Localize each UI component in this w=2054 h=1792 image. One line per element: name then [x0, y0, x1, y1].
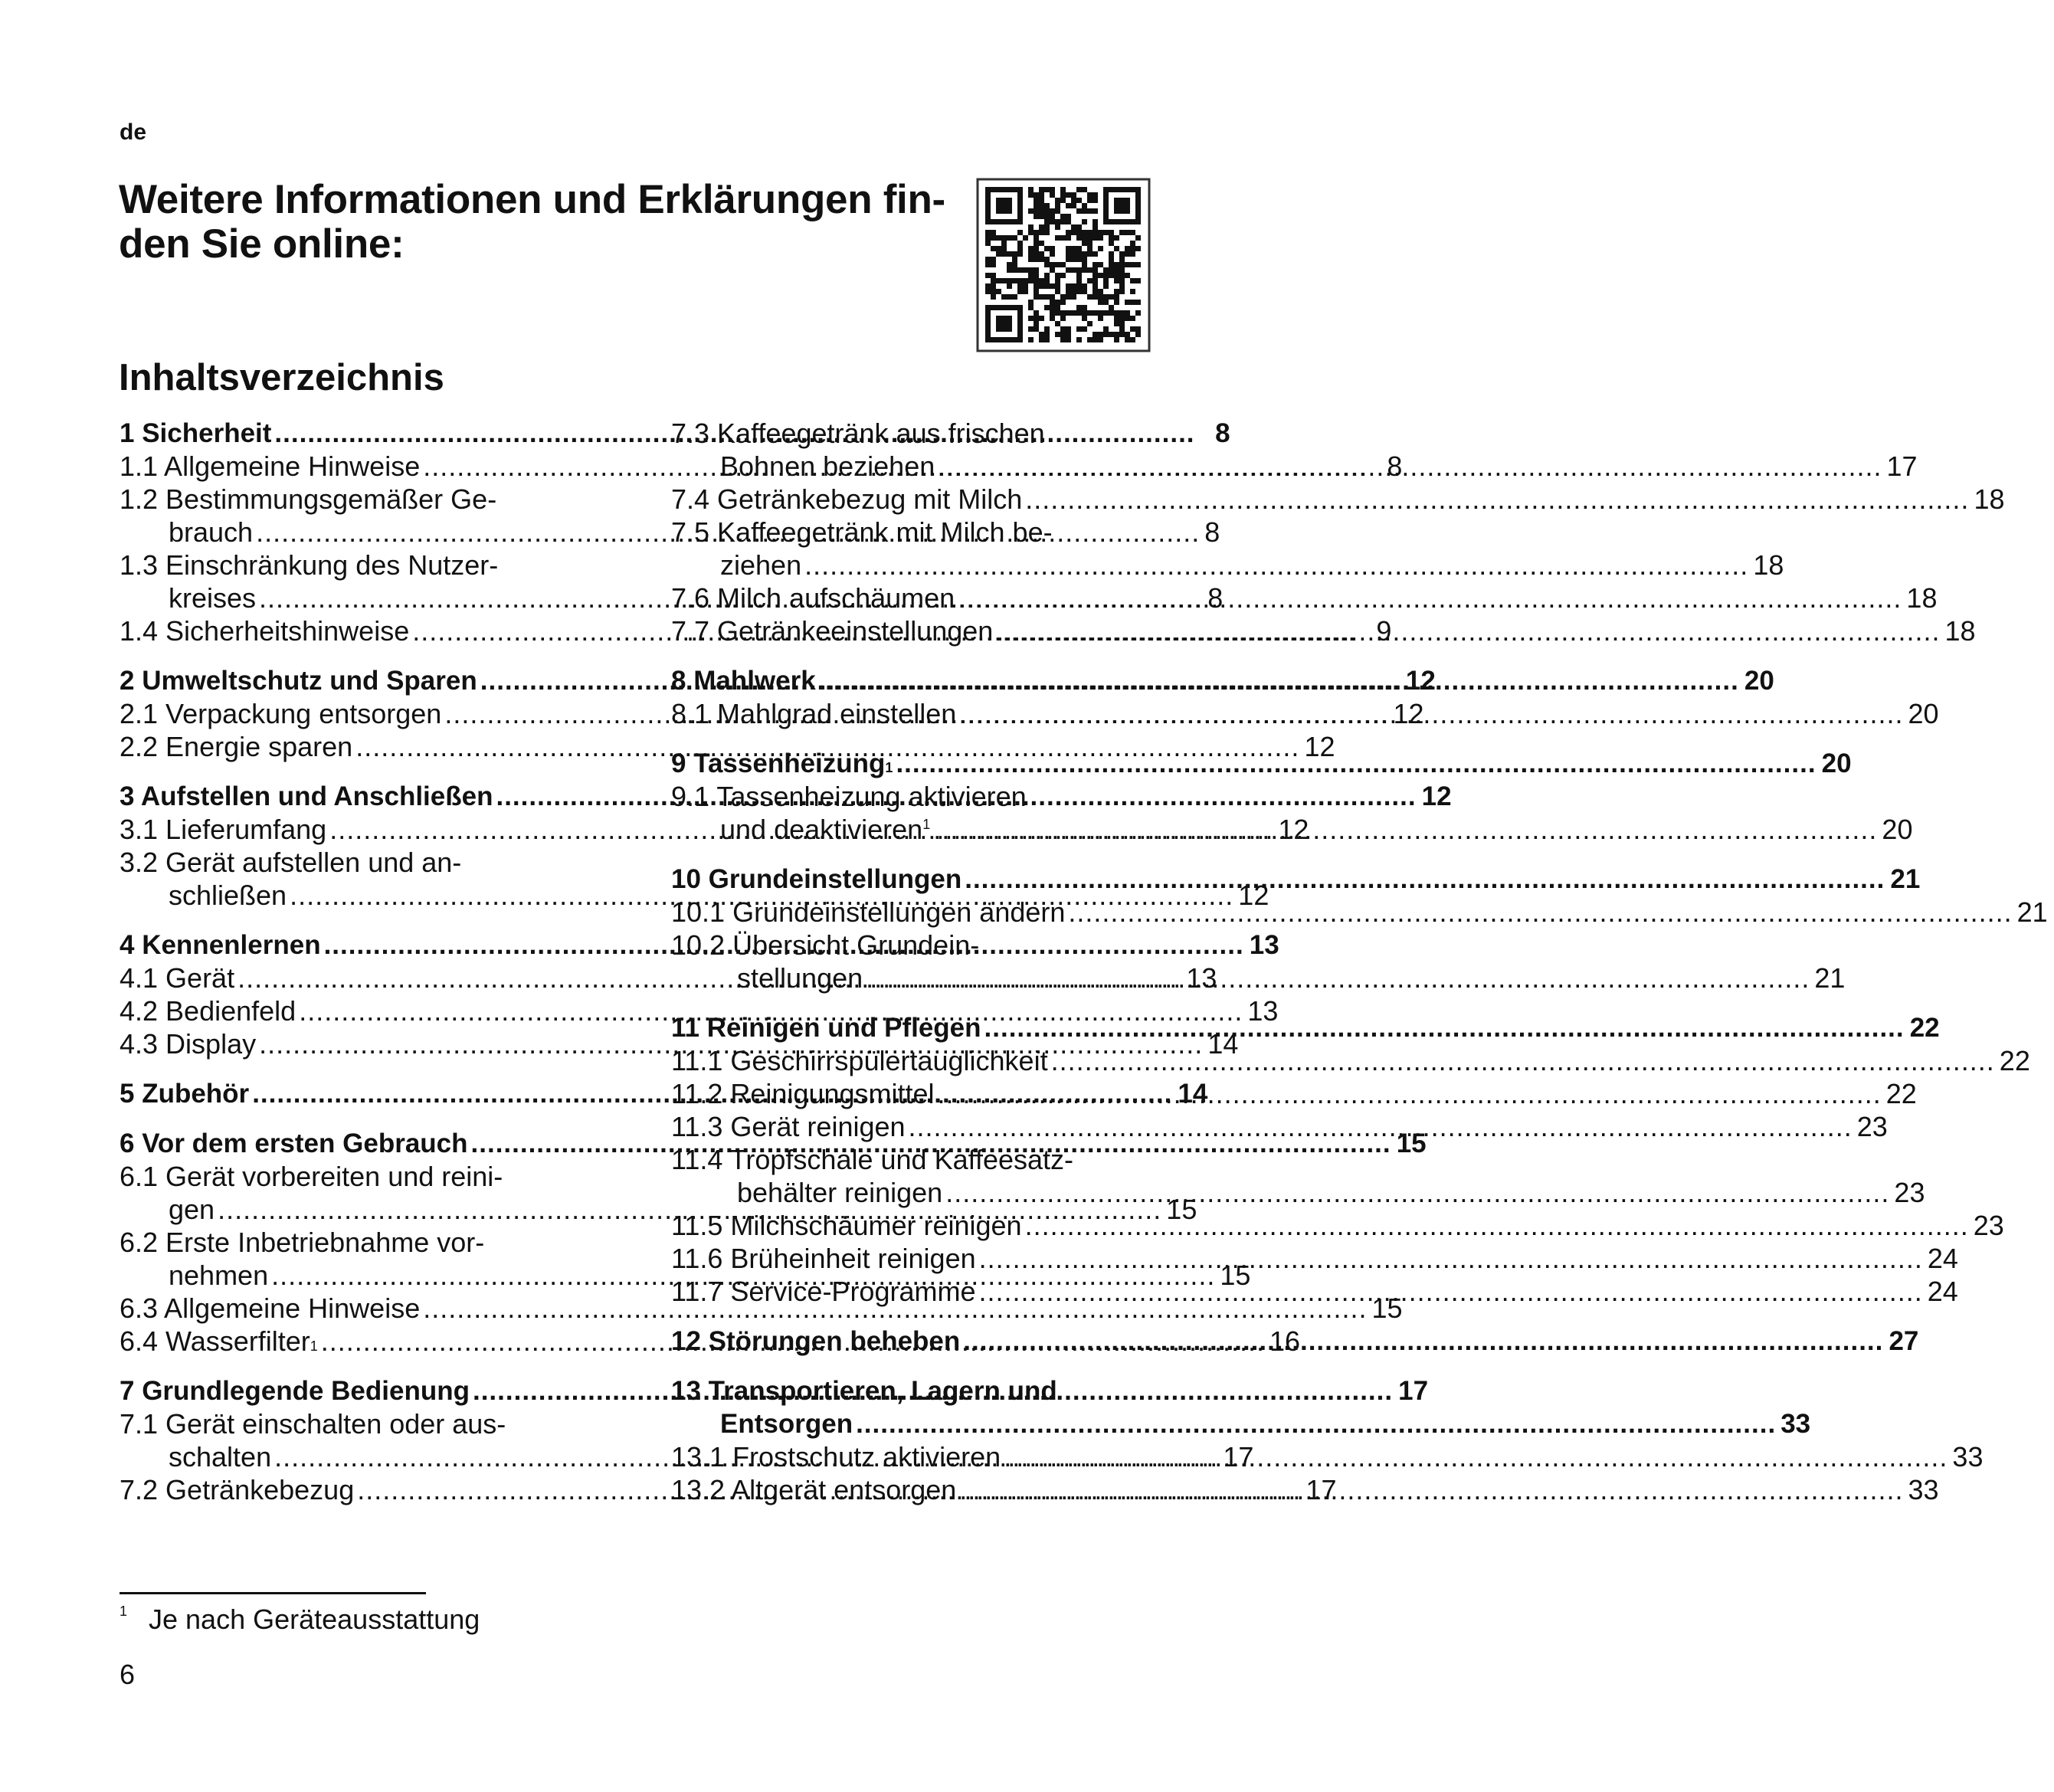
toc-entry-label: 11.2 Reinigungsmittel	[671, 1078, 935, 1109]
toc-subentry[interactable]	[671, 516, 1784, 581]
toc-entry-label: 11.6 Brüheinheit reinigen	[671, 1243, 976, 1274]
toc-entry-label: 11.7 Service-Programme	[671, 1276, 976, 1307]
toc-entry-label: 7.6 Milch aufschäumen	[671, 582, 955, 614]
toc-entry-first-line: 13 Transportieren, Lagern und	[671, 1376, 1057, 1406]
dot-leader	[1025, 483, 1969, 516]
toc-entry-label: und deaktivieren	[720, 814, 923, 845]
toc-page-number: 17	[1886, 450, 1918, 482]
toc-subentry[interactable]	[671, 614, 1976, 647]
toc-page-number: 24	[1927, 1276, 1958, 1307]
toc-section	[671, 1011, 2030, 1308]
toc-entry-label: 6.4 Wasserfilter	[120, 1325, 310, 1357]
toc-page-number: 20	[1821, 749, 1852, 778]
dot-leader	[996, 614, 1940, 647]
toc-subentry[interactable]	[671, 1110, 1888, 1143]
toc-page-number: 22	[1909, 1013, 1940, 1043]
toc-entry-label: schließen	[169, 880, 287, 911]
toc-entry-label: 1 Sicherheit	[120, 418, 272, 448]
toc-entry-first-line: 7.3 Kaffeegetränk aus frischen	[671, 418, 1045, 449]
toc-entry-label: ziehen	[720, 549, 802, 581]
toc-subentry[interactable]	[671, 1242, 1958, 1275]
toc-entry-label: 1.4 Sicherheitshinweise	[120, 615, 410, 647]
dot-leader	[1051, 1044, 1995, 1077]
toc-entry-label: 7.7 Getränkeeinstellungen	[671, 615, 994, 647]
toc-entry-label: 4 Kennenlernen	[120, 930, 321, 960]
toc-page-number: 33	[1908, 1474, 1939, 1505]
dot-leader	[984, 1011, 1905, 1044]
toc-page-number: 20	[1882, 814, 1913, 845]
toc-entry-label: 3 Aufstellen und Anschließen	[120, 781, 493, 811]
dot-leader	[804, 549, 1748, 581]
toc-page-number: 15	[1396, 1129, 1427, 1158]
toc-page-number: 12	[1393, 698, 1424, 729]
toc-page-number: 13	[1247, 995, 1279, 1027]
toc-page-number: 17	[1305, 1474, 1337, 1505]
toc-entry-first-line: 7.1 Gerät einschalten oder aus-	[120, 1408, 506, 1440]
toc-entry-label: 7 Grundlegende Bedienung	[120, 1376, 470, 1406]
toc-subentry[interactable]	[671, 581, 1938, 614]
toc-section	[671, 417, 2005, 647]
dot-leader	[959, 1473, 1903, 1506]
footnote-divider	[120, 1592, 426, 1594]
toc-page-number: 12	[1304, 731, 1335, 762]
toc-entry-label: schalten	[169, 1441, 272, 1473]
toc-title: Inhaltsverzeichnis	[119, 357, 444, 398]
toc-page-number: 14	[1207, 1028, 1239, 1060]
dot-leader	[978, 1275, 1922, 1308]
toc-page-number: 12	[1278, 814, 1309, 845]
toc-subentry[interactable]	[671, 1209, 2004, 1242]
toc-page-number: 15	[1166, 1194, 1197, 1225]
toc-subentry[interactable]	[120, 1292, 1403, 1325]
toc-entry-label: 12 Störungen beheben	[671, 1326, 961, 1356]
page-number: 6	[120, 1659, 136, 1690]
toc-entry-label: 9 Tassenheizung	[671, 749, 886, 778]
language-label: de	[120, 120, 147, 145]
toc-entry-label: 4.3 Display	[120, 1028, 257, 1060]
toc-subentry[interactable]	[120, 994, 1279, 1027]
toc-entry-label: 2 Umweltschutz und Sparen	[120, 666, 477, 696]
toc-entry-label: nehmen	[169, 1260, 269, 1291]
toc-entry-label: 4.1 Gerät	[120, 962, 235, 994]
toc-entry-label: Entsorgen	[720, 1409, 853, 1439]
toc-page-number: 33	[1780, 1409, 1811, 1439]
dot-leader	[979, 1242, 1923, 1275]
toc-entry-label: gen	[169, 1194, 215, 1225]
toc-page-number: 18	[1974, 483, 2005, 515]
toc-entry-label: stellungen	[737, 962, 863, 994]
toc-page-number: 21	[2016, 896, 2048, 928]
toc-page-number: 20	[1908, 698, 1939, 729]
toc-page-number: 18	[1906, 582, 1938, 614]
toc-entry-label: 10.1 Grundeinstellungen ändern	[671, 896, 1066, 928]
footnote-text: Je nach Geräteausstattung	[149, 1604, 480, 1635]
toc-entry-first-line: 9.1 Tassenheizung aktivieren	[671, 781, 1027, 812]
toc-page-number: 8	[1387, 450, 1403, 482]
dot-leader	[1004, 1440, 1948, 1473]
toc-entry-first-line: 1.3 Einschränkung des Nutzer-	[120, 549, 499, 581]
toc-entry-label: 8 Mahlwerk	[671, 666, 816, 696]
toc-page-number: 13	[1186, 962, 1217, 994]
dot-leader	[896, 747, 1816, 780]
toc-page-number: 8	[1204, 516, 1220, 548]
toc-section	[671, 747, 1913, 846]
toc-page-number: 18	[1944, 615, 1976, 647]
toc-chapter-entry[interactable]: 9 Tassenheizung 1 ..... 20	[671, 747, 1169, 780]
toc-page-number: 12	[1405, 666, 1436, 696]
toc-page-number: 16	[1269, 1325, 1301, 1357]
footnote	[120, 1604, 480, 1636]
toc-subentry[interactable]	[671, 483, 2005, 516]
dot-leader	[866, 962, 1810, 994]
dot-leader	[1068, 896, 2012, 929]
toc-entry-first-line: 6.1 Gerät vorbereiten und reini-	[120, 1161, 503, 1192]
footnote-reference: 1	[922, 817, 931, 832]
toc-entry-first-line: 7.5 Kaffeegetränk mit Milch be-	[671, 516, 1053, 548]
dot-leader	[856, 1409, 1776, 1439]
toc-page-number: 17	[1398, 1376, 1429, 1406]
toc-page-number: 21	[1890, 864, 1921, 894]
toc-entry-label: 6 Vor dem ersten Gebrauch	[120, 1129, 468, 1158]
dot-leader	[819, 664, 1739, 697]
dot-leader	[958, 581, 1902, 614]
toc-entry-label: 7.4 Getränkebezug mit Milch	[671, 483, 1023, 515]
dot-leader	[938, 1077, 1882, 1110]
toc-entry-label: kreises	[169, 582, 257, 614]
toc-entry-label: 2.1 Verpackung entsorgen	[120, 698, 442, 729]
headline-line-1: Weitere Informationen und Erklärungen fin-	[119, 177, 945, 222]
toc-entry-label: 10 Grundeinstellungen	[671, 864, 962, 894]
dot-leader	[945, 1177, 1889, 1208]
toc-entry-first-line: 1.2 Bestimmungsgemäßer Ge-	[120, 483, 497, 515]
toc-page-number: 15	[1371, 1292, 1403, 1324]
toc-entry-label: 11.3 Gerät reinigen	[671, 1111, 906, 1142]
toc-entry-label: 3.1 Lieferumfang	[120, 814, 327, 845]
toc-page-number: 12	[1238, 880, 1269, 911]
toc-entry-label: 6.3 Allgemeine Hinweise	[120, 1292, 421, 1324]
toc-entry-label: 13.2 Altgerät entsorgen	[671, 1474, 957, 1505]
toc-entry-label: 1.1 Allgemeine Hinweise	[120, 450, 421, 482]
dot-leader	[1025, 1209, 1969, 1242]
toc-entry-first-line: 10.2 Übersicht Grundein-	[671, 929, 980, 961]
page-headline	[119, 178, 946, 267]
toc-subentry[interactable]: 6.4 Wasserfilter 1 ..... 16	[120, 1325, 610, 1358]
toc-entry-label: 8.1 Mahlgrad einstellen	[671, 698, 957, 729]
toc-page-number: 18	[1753, 549, 1784, 581]
toc-entry-label: behälter reinigen	[737, 1177, 943, 1208]
toc-page-number: 23	[1973, 1210, 2004, 1241]
toc-entry-label: 11 Reinigen und Pflegen	[671, 1013, 981, 1043]
dot-leader	[938, 450, 1882, 482]
toc-page-number: 21	[1814, 962, 1846, 994]
qr-code-icon[interactable]	[978, 179, 1149, 351]
toc-entry-label: brauch	[169, 516, 254, 548]
toc-entry-label: 4.2 Bedienfeld	[120, 995, 296, 1027]
toc-page-number: 12	[1421, 781, 1452, 811]
toc-page-number: 8	[1207, 582, 1224, 614]
toc-subentry[interactable]	[671, 417, 1918, 483]
toc-page-number: 33	[1952, 1441, 1984, 1473]
toc-page-number: 8	[1215, 418, 1230, 448]
toc-page-number: 24	[1927, 1243, 1958, 1274]
toc-entry-label: 11.1 Geschirrspülertauglichkeit	[671, 1045, 1048, 1076]
toc-page-number: 14	[1178, 1079, 1208, 1109]
toc-page-number: 22	[1999, 1045, 2030, 1076]
dot-leader	[965, 863, 1885, 896]
toc-entry-label: 13.1 Frostschutz aktivieren	[671, 1441, 1001, 1473]
dot-leader	[933, 814, 1877, 845]
toc-page-number: 23	[1894, 1177, 1925, 1208]
toc-entry-first-line: 3.2 Gerät aufstellen und an-	[120, 847, 462, 878]
headline-line-2: den Sie online:	[119, 221, 405, 267]
toc-page-number: 17	[1223, 1441, 1254, 1473]
toc-entry-first-line: 11.4 Tropfschale und Kaffeesatz-	[671, 1144, 1074, 1175]
toc-page-number: 22	[1885, 1078, 1917, 1109]
toc-entry-label: 5 Zubehör	[120, 1079, 250, 1109]
toc-entry-first-line: 6.2 Erste Inbetriebnahme vor-	[120, 1227, 485, 1258]
toc-entry-label: 11.5 Milchschäumer reinigen	[671, 1210, 1022, 1241]
dot-leader	[959, 697, 1903, 730]
toc-subentry[interactable]	[120, 730, 1335, 763]
dot-leader	[963, 1325, 1883, 1358]
toc-page-number: 23	[1856, 1111, 1888, 1142]
toc-page-number: 15	[1220, 1260, 1251, 1291]
toc-page-number: 27	[1889, 1326, 1919, 1356]
dot-leader	[909, 1110, 1853, 1143]
footnote-mark: 1	[120, 1604, 128, 1619]
toc-page-number: 9	[1376, 615, 1392, 647]
toc-page-number: 13	[1249, 930, 1279, 960]
toc-entry-label: 2.2 Energie sparen	[120, 731, 353, 762]
toc-page-number: 20	[1744, 666, 1774, 696]
toc-subentry[interactable]	[671, 780, 1913, 846]
toc-entry-label: 7.2 Getränkebezug	[120, 1474, 355, 1505]
toc-entry-label: Bohnen beziehen	[720, 450, 935, 482]
toc-subentry[interactable]	[671, 896, 2048, 929]
